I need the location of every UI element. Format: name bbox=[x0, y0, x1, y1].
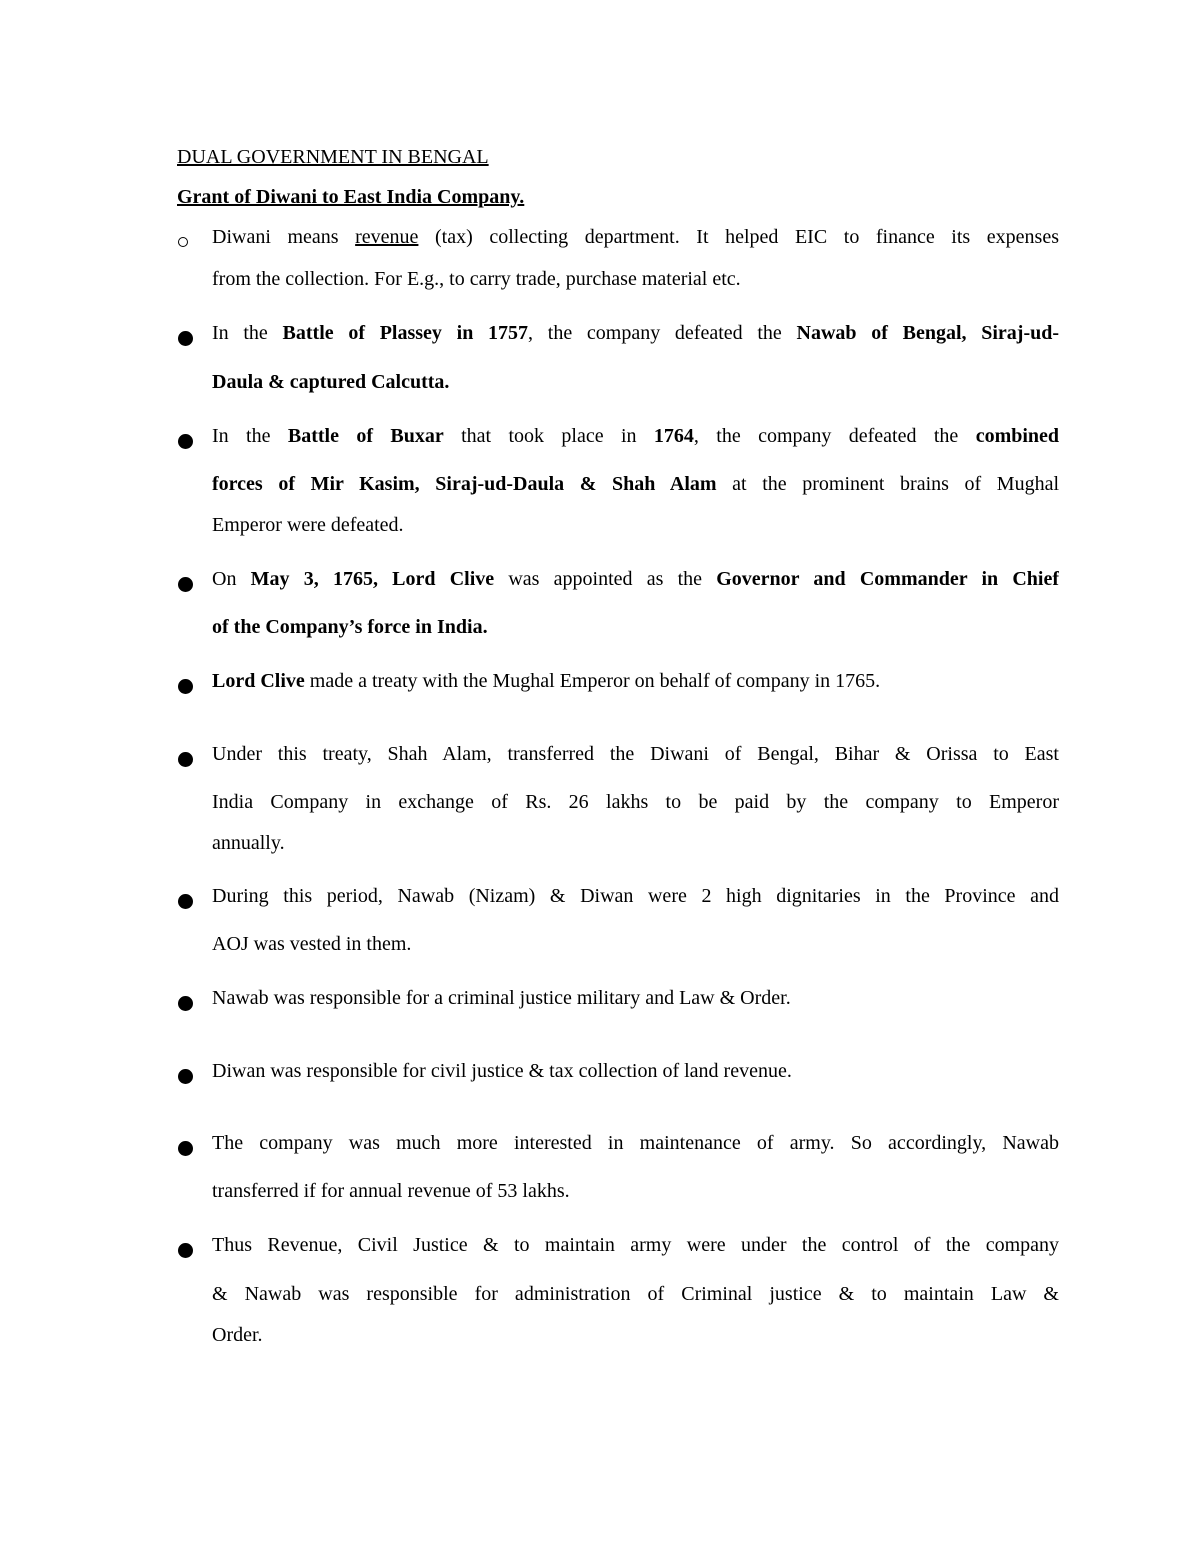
text-line: On May 3, 1765, Lord Clive was appointed as the Governor and Commander in Chief bbox=[212, 568, 1059, 590]
document-title: DUAL GOVERNMENT IN BENGAL bbox=[177, 146, 489, 168]
text-line: of the Company’s force in India. bbox=[212, 616, 488, 638]
text-line: In the Battle of Buxar that took place in 1764, the company defeated the combined bbox=[212, 425, 1059, 447]
bullet-icon bbox=[177, 1059, 201, 1107]
text-line: Nawab was responsible for a criminal justice military and Law & Order. bbox=[212, 987, 791, 1009]
text-line: In the Battle of Plassey in 1757, the company defeated the Nawab of Bengal, Siraj-ud- bbox=[212, 322, 1059, 344]
text-line: Diwani means revenue (tax) collecting department. It helped EIC to finance its expenses bbox=[212, 226, 1059, 248]
bullet-icon bbox=[177, 321, 201, 369]
text-line: Daula & captured Calcutta. bbox=[212, 371, 450, 393]
bullet-icon bbox=[177, 567, 201, 615]
text-line: During this period, Nawab (Nizam) & Diwan were 2 high dignitaries in the Province and bbox=[212, 885, 1059, 907]
text-line: transferred if for annual revenue of 53 lakhs. bbox=[212, 1180, 570, 1202]
text-line: Order. bbox=[212, 1324, 263, 1346]
text-line: forces of Mir Kasim, Siraj-ud-Daula & Shah Alam at the prominent brains of Mughal bbox=[212, 473, 1059, 495]
text-line: Lord Clive made a treaty with the Mughal Emperor on behalf of company in 1765. bbox=[212, 670, 881, 692]
text-line: Emperor were defeated. bbox=[212, 514, 404, 536]
bullet-icon bbox=[177, 669, 201, 717]
bullet-icon bbox=[177, 1131, 201, 1179]
text-line: AOJ was vested in them. bbox=[212, 933, 412, 955]
text-line: Thus Revenue, Civil Justice & to maintain army were under the control of the company bbox=[212, 1234, 1059, 1256]
bullet-icon bbox=[177, 424, 201, 472]
bullet-icon bbox=[177, 742, 201, 790]
text-line: from the collection. For E.g., to carry trade, purchase material etc. bbox=[212, 268, 741, 290]
bullet-icon bbox=[177, 1233, 201, 1281]
text-line: annually. bbox=[212, 832, 285, 854]
text-line: India Company in exchange of Rs. 26 lakhs to be paid by the company to Emperor bbox=[212, 791, 1059, 813]
document-subtitle: Grant of Diwani to East India Company. bbox=[177, 186, 525, 208]
text-line: Under this treaty, Shah Alam, transferred the Diwani of Bengal, Bihar & Orissa to East bbox=[212, 743, 1059, 765]
bullet-icon bbox=[177, 884, 201, 932]
text-line: & Nawab was responsible for administration of Criminal justice & to maintain Law & bbox=[212, 1283, 1059, 1305]
bullet-icon bbox=[177, 986, 201, 1034]
text-line: The company was much more interested in maintenance of army. So accordingly, Nawab bbox=[212, 1132, 1059, 1154]
text-line: Diwan was responsible for civil justice & tax collection of land revenue. bbox=[212, 1060, 792, 1082]
hollow-bullet-icon bbox=[177, 225, 201, 273]
